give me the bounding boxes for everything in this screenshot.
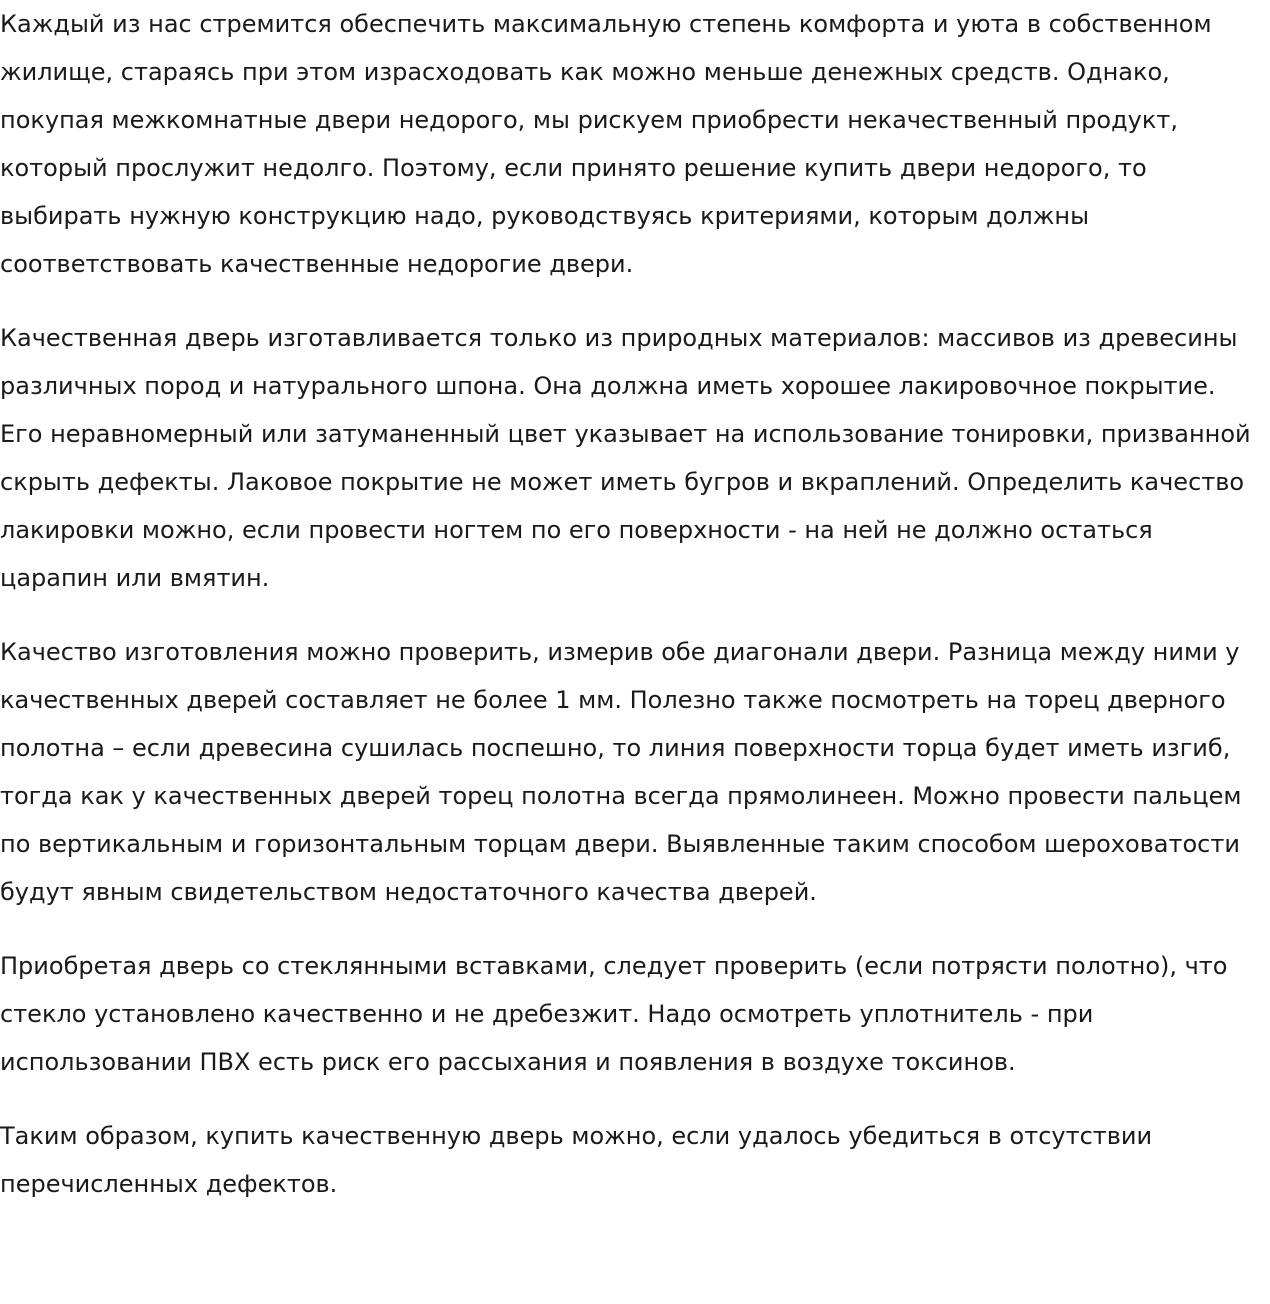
paragraph-manufacturing-quality: Качество изготовления можно проверить, измерив обе диагонали двери. Разница между ними у качественных дверей составляет не более 1 мм. Полезно также посмотреть на торец дверного полотна – если древесина сушилась поспешно, то линия поверхности торца будет иметь изгиб, тогда как у качественных дверей торец полотна всегда прямолинеен. Можно провести пальцем по вертикальным и горизонтальным торцам двери. Выявленные таким способом шероховатости будут явным свидетельством недостаточного качества дверей. [0, 638, 1242, 906]
paragraph-materials: Качественная дверь изготавливается только из природных материалов: массивов из древесины различных пород и натурального шпона. Она должна иметь хорошее лакировочное покрытие. Его неравномерный или затуманенный цвет указывает на использование тонировки, призванной скрыть дефекты. Лаковое покрытие не может иметь бугров и вкраплений. Определить качество лакировки можно, если провести ногтем по его поверхности - на ней не должно остаться царапин или вмятин. [0, 324, 1251, 592]
paragraph-glass-inserts: Приобретая дверь со стеклянными вставками, следует проверить (если потрясти полотно), что стекло установлено качественно и не дребезжит. Надо осмотреть уплотнитель - при использовании ПВХ есть риск его рассыхания и появления в воздухе токсинов. [0, 952, 1228, 1076]
paragraph-conclusion: Таким образом, купить качественную дверь можно, если удалось убедиться в отсутствии перечисленных дефектов. [0, 1122, 1153, 1198]
paragraph-intro: Каждый из нас стремится обеспечить максимальную степень комфорта и уюта в собственном жилище, стараясь при этом израсходовать как можно меньше денежных средств. Однако, покупая межкомнатные двери недорого, мы рискуем приобрести некачественный продукт, который прослужит недолго. Поэтому, если принято решение купить двери недорого, то выбирать нужную конструкцию надо, руководствуясь критериями, которым должны соответствовать качественные недорогие двери. [0, 10, 1212, 278]
